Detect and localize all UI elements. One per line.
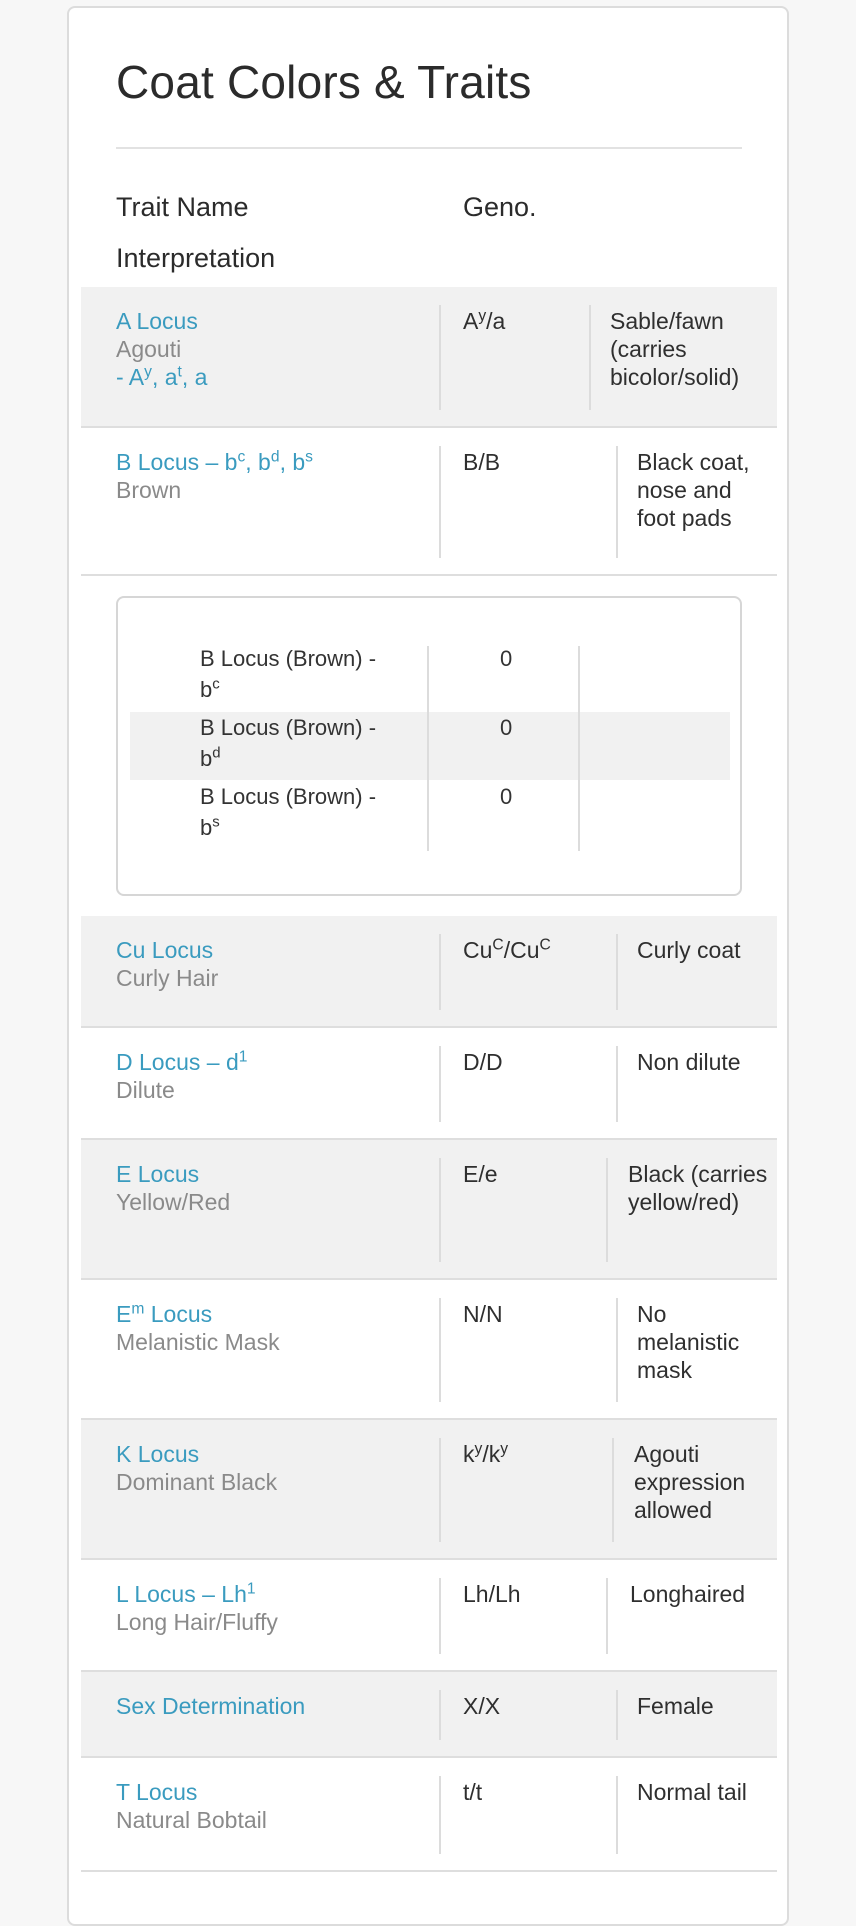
genotype-cell: N/N <box>463 1301 503 1327</box>
trait-row <box>81 916 777 1028</box>
column-divider <box>589 305 591 410</box>
trait-locus-link[interactable]: T Locus <box>116 1779 198 1805</box>
interpretation-cell: Longhaired <box>630 1581 746 1607</box>
trait-name-cell <box>116 1778 416 1834</box>
trait-row <box>81 1560 777 1672</box>
trait-description: Curly Hair <box>116 965 219 991</box>
trait-name-cell <box>116 1300 416 1356</box>
column-divider <box>616 1046 618 1122</box>
trait-name-cell <box>116 448 416 504</box>
genotype-cell: E/e <box>463 1161 498 1187</box>
interpretation-cell: Black coat, nose and foot pads <box>637 449 750 531</box>
interpretation-cell: Sable/fawn (carries bicolor/solid) <box>610 308 740 390</box>
subtable-divider-1 <box>427 646 429 851</box>
trait-description: Melanistic Mask <box>116 1329 280 1355</box>
subtable-label: B Locus (Brown) - $b^c$ <box>200 646 377 702</box>
column-divider <box>439 1690 441 1740</box>
coat-colors-card <box>67 6 789 1926</box>
trait-row <box>81 428 777 576</box>
interpretation-cell: Female <box>637 1693 714 1719</box>
header-genotype: Geno. <box>463 192 537 222</box>
trait-name-cell <box>116 1160 416 1216</box>
subtable-label: B Locus (Brown) - $b^d$ <box>200 715 377 771</box>
column-divider <box>439 1298 441 1402</box>
trait-row <box>81 1028 777 1140</box>
trait-row <box>81 1140 777 1280</box>
trait-locus-link[interactable]: E Locus <box>116 1161 200 1187</box>
subtable-row <box>130 781 730 849</box>
interpretation-cell: Black (carries yellow/red) <box>628 1161 768 1215</box>
column-divider <box>439 1578 441 1654</box>
trait-description: Dilute <box>116 1077 175 1103</box>
trait-locus-link[interactable]: A Locus <box>116 308 198 334</box>
trait-description: Dominant Black <box>116 1469 278 1495</box>
column-divider <box>612 1438 614 1542</box>
column-divider <box>606 1578 608 1654</box>
column-divider <box>616 1776 618 1854</box>
interpretation-cell: No melanistic mask <box>637 1301 740 1383</box>
trait-description: Agouti <box>116 336 182 362</box>
column-divider <box>616 1298 618 1402</box>
trait-locus-link[interactable]: B Locus – $b^c$, $b^d$, $b^s$ <box>116 448 313 475</box>
trait-name-cell <box>116 936 416 992</box>
column-divider <box>439 1776 441 1854</box>
column-divider <box>439 446 441 558</box>
column-divider <box>606 1158 608 1262</box>
header-trait-name: Trait Name <box>116 192 249 222</box>
subtable-row <box>130 712 730 780</box>
title-divider <box>116 147 742 149</box>
subtable-label: B Locus (Brown) - $b^s$ <box>200 784 377 840</box>
trait-description: Brown <box>116 477 182 503</box>
column-divider <box>439 934 441 1010</box>
trait-locus-link[interactable]: Sex Determination <box>116 1693 306 1719</box>
subtable-value: 0 <box>500 784 513 809</box>
genotype-cell: $A^y/a$ <box>463 307 506 334</box>
genotype-cell: X/X <box>463 1693 501 1719</box>
trait-name-cell <box>116 1440 416 1496</box>
trait-description: Natural Bobtail <box>116 1807 267 1833</box>
b-locus-detail-table <box>116 596 742 896</box>
column-divider <box>616 934 618 1010</box>
page-title: Coat Colors & Traits <box>116 56 532 108</box>
genotype-cell: t/t <box>463 1779 483 1805</box>
trait-name-cell <box>116 307 416 391</box>
genotype-cell: $k^y/k^y$ <box>463 1440 509 1467</box>
column-divider <box>439 305 441 410</box>
trait-name-cell <box>116 1580 416 1636</box>
subtable-divider-2 <box>578 646 580 851</box>
column-divider <box>439 1158 441 1262</box>
trait-alleles: - $A^y$, $a^t$, a <box>116 363 208 390</box>
trait-row <box>81 1280 777 1420</box>
trait-description: Long Hair/Fluffy <box>116 1609 278 1635</box>
trait-locus-link[interactable]: K Locus <box>116 1441 200 1467</box>
trait-description: Yellow/Red <box>116 1189 231 1215</box>
trait-row <box>81 1758 777 1872</box>
genotype-cell: Lh/Lh <box>463 1581 521 1607</box>
genotype-cell: B/B <box>463 449 501 475</box>
column-divider <box>439 1046 441 1122</box>
subtable-value: 0 <box>500 646 513 671</box>
subtable-value: 0 <box>500 715 513 740</box>
trait-row <box>81 1672 777 1758</box>
interpretation-cell: Non dilute <box>637 1049 741 1075</box>
trait-name-cell <box>116 1048 416 1104</box>
trait-locus-link[interactable]: Cu Locus <box>116 937 214 963</box>
column-divider <box>439 1438 441 1542</box>
trait-name-cell <box>116 1692 416 1720</box>
interpretation-cell: Agouti expression allowed <box>634 1441 746 1523</box>
trait-row <box>81 1420 777 1560</box>
trait-locus-link[interactable]: D Locus – $d^1$ <box>116 1048 248 1075</box>
header-interpretation: Interpretation <box>116 243 276 273</box>
column-divider <box>616 446 618 558</box>
interpretation-cell: Normal tail <box>637 1779 747 1805</box>
genotype-cell: D/D <box>463 1049 503 1075</box>
column-divider <box>616 1690 618 1740</box>
trait-locus-link[interactable]: L Locus – Lh$^1$ <box>116 1580 256 1607</box>
genotype-cell: $Cu^C/Cu^C$ <box>463 936 551 963</box>
trait-row <box>81 287 777 428</box>
trait-locus-link[interactable]: $E^m$ Locus <box>116 1300 213 1327</box>
subtable-row <box>130 643 730 711</box>
interpretation-cell: Curly coat <box>637 937 741 963</box>
